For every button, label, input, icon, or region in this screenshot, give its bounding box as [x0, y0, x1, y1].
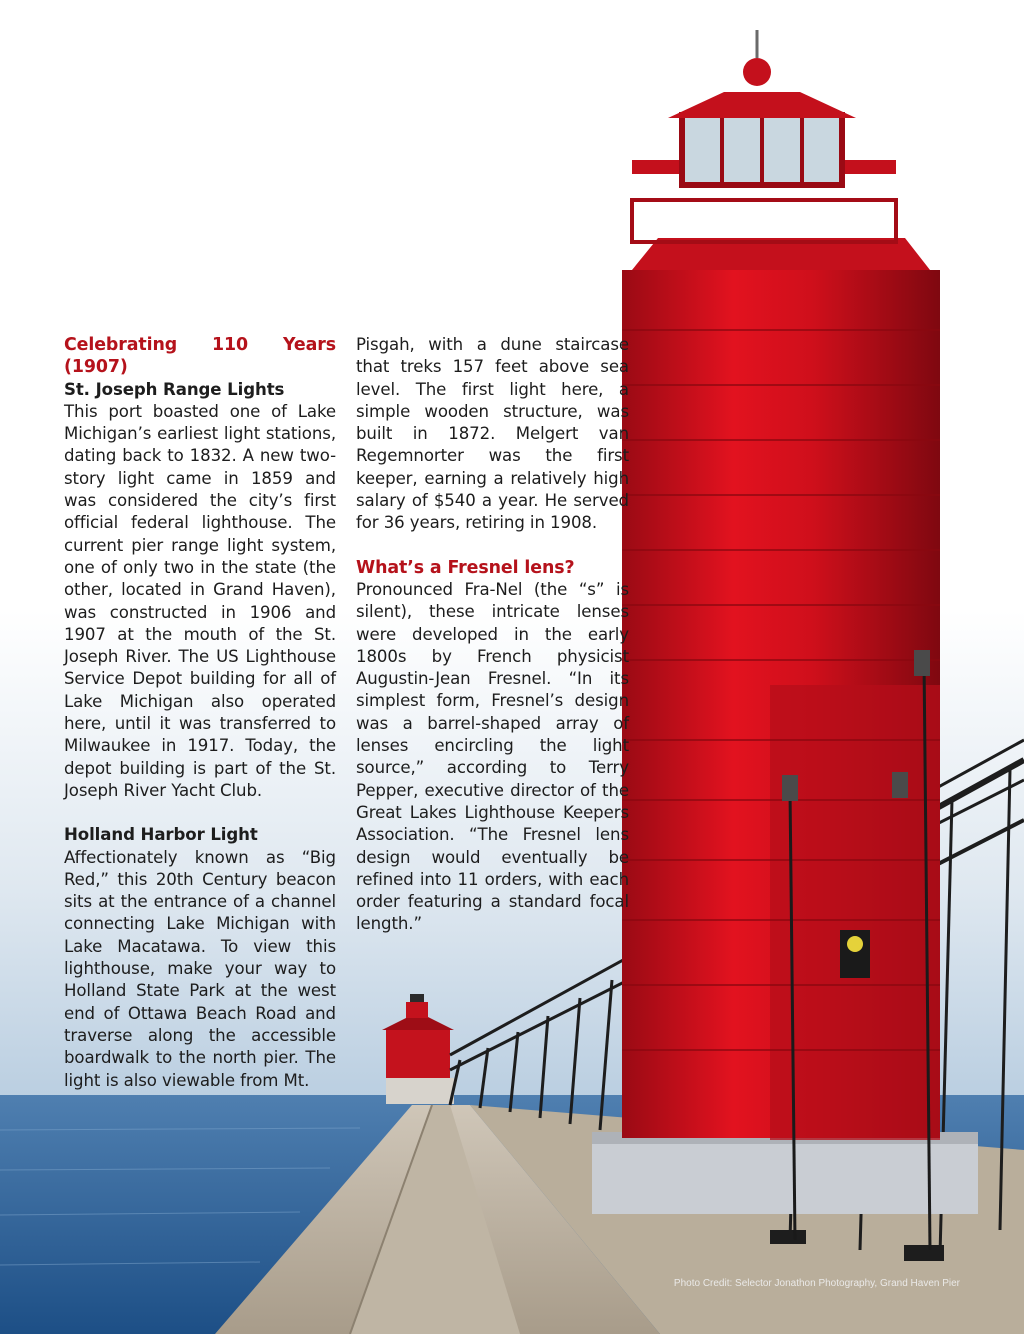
fresnel-heading: What’s a Fresnel lens?	[356, 557, 575, 578]
paragraph-fresnel: Pronounced Fra-Nel (the “s” is silent), these intricate lenses were developed in the early 1800s by French physicist Augustin-Jean Fresnel. “In its simplest form, Fresnel’s design was a barrel-shaped array of lenses encircling the light source,” according to Terry Pepper, executive director of the Great Lakes Lighthouse Keepers Association. “The Fresnel lens design would eventually be refined into 11 orders, with each order featuring a standard focal length.”	[356, 579, 629, 934]
photo-credit: Photo Credit: Selector Jonathon Photography, Grand Haven Pier	[673, 1278, 960, 1289]
text-column-left	[64, 334, 336, 1092]
subheading-st-joseph: St. Joseph Range Lights	[64, 379, 285, 399]
paragraph-st-joseph: This port boasted one of Lake Michigan’s earliest light stations, dating back to 1832. A new two-story light came in 1859 and was considered the city’s first official federal lighthouse. The current pier range light system, one of only two in the state (the other, located in Grand Haven), was constructed in 1906 and 1907 at the mouth of the St. Joseph River. The US Lighthouse Service Depot building for all of Lake Michigan also operated here, until it was transferred to Milwaukee in 1917. Today, the depot building is part of the St. Joseph River Yacht Club.	[64, 401, 336, 800]
text-column-right	[356, 334, 629, 936]
paragraph-continued: Pisgah, with a dune staircase that treks 157 feet above sea level. The first light here, a simple wooden structure, was built in 1872. Melgert van Regemnorter was the first keeper, earning a relatively high salary of $540 a year. He served for 36 years, retiring in 1908.	[356, 335, 629, 533]
paragraph-holland: Affectionately known as “Big Red,” this 20th Century beacon sits at the entrance of a channel connecting Lake Michigan with Lake Macatawa. To view this lighthouse, make your way to Holland State Park at the west end of Ottawa Beach Road and traverse along the accessible boardwalk to the north pier. The light is also viewable from Mt.	[64, 847, 336, 1090]
section-heading: Celebrating 110 Years (1907)	[64, 335, 336, 378]
subheading-holland: Holland Harbor Light	[64, 825, 258, 845]
